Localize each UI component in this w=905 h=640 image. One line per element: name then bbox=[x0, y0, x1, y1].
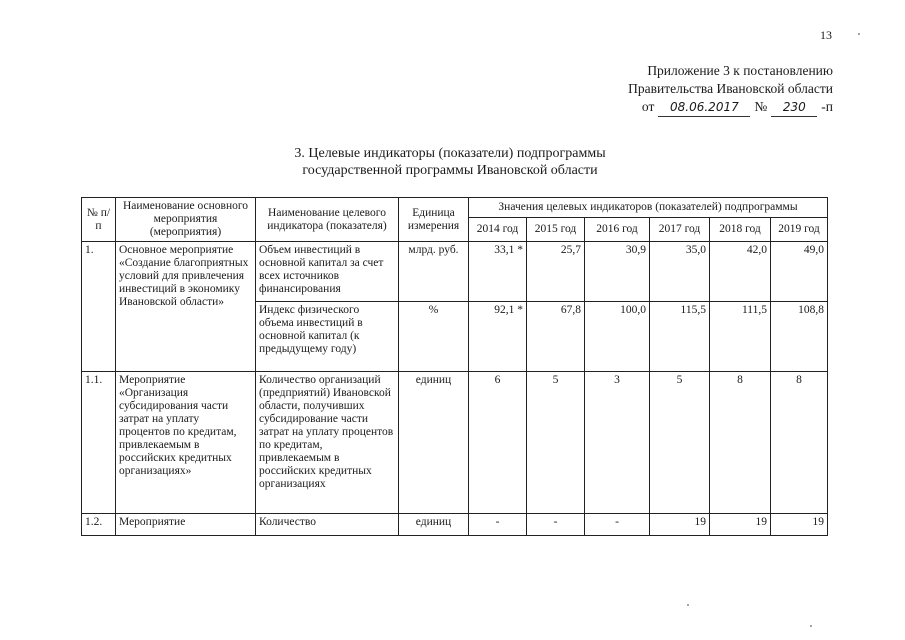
row-value: 115,5 bbox=[650, 302, 710, 372]
row-value: 19 bbox=[771, 514, 828, 536]
row-value: 19 bbox=[650, 514, 710, 536]
row-num: 1.1. bbox=[82, 372, 116, 514]
title-line-1: 3. Целевые индикаторы (показатели) подпрограммы bbox=[294, 146, 606, 161]
row-value: 42,0 bbox=[710, 242, 771, 302]
title-line-2: государственной программы Ивановской области bbox=[302, 163, 598, 178]
row-value: - bbox=[585, 514, 650, 536]
header-year: 2018 год bbox=[710, 218, 771, 242]
page-number: 13 bbox=[820, 28, 832, 42]
number-suffix: -п bbox=[821, 99, 833, 114]
row-value: 108,8 bbox=[771, 302, 828, 372]
row-value: 33,1 * bbox=[469, 242, 527, 302]
appendix-line-2: Правительства Ивановской области bbox=[628, 81, 833, 96]
appendix-line-1: Приложение 3 к постановлению bbox=[647, 63, 833, 78]
row-unit: % bbox=[399, 302, 469, 372]
row-value: 49,0 bbox=[771, 242, 828, 302]
row-num: 1. bbox=[82, 242, 116, 372]
row-indicator: Индекс физического объема инвестиций в основной капитал (к предыдущему году) bbox=[256, 302, 399, 372]
row-value: 92,1 * bbox=[469, 302, 527, 372]
row-value: 5 bbox=[527, 372, 585, 514]
row-value: 3 bbox=[585, 372, 650, 514]
row-indicator: Количество организаций (предприятий) Ивановской области, получивших субсидирование части затрат на уплату процентов по кредитам, привлекаемым в российских кредитных организациях bbox=[256, 372, 399, 514]
scan-speck bbox=[810, 625, 812, 627]
row-activity: Основное мероприятие «Создание благоприятных условий для привлечения инвестиций в экономику Ивановской области» bbox=[116, 242, 256, 372]
row-num: 1.2. bbox=[82, 514, 116, 536]
row-unit: единиц bbox=[399, 514, 469, 536]
row-unit: млрд. руб. bbox=[399, 242, 469, 302]
row-value: 25,7 bbox=[527, 242, 585, 302]
table-row bbox=[82, 372, 828, 514]
row-value: 35,0 bbox=[650, 242, 710, 302]
scan-speck bbox=[687, 604, 689, 606]
row-value: 30,9 bbox=[585, 242, 650, 302]
header-num: № п/п bbox=[82, 198, 116, 242]
indicators-table bbox=[81, 197, 828, 536]
header-year: 2017 год bbox=[650, 218, 710, 242]
row-value: - bbox=[527, 514, 585, 536]
header-year: 2015 год bbox=[527, 218, 585, 242]
header-row bbox=[82, 198, 828, 218]
row-indicator: Количество bbox=[256, 514, 399, 536]
row-value: 111,5 bbox=[710, 302, 771, 372]
appendix-block bbox=[628, 62, 833, 117]
handwritten-number: 230 bbox=[771, 98, 817, 117]
scan-speck bbox=[858, 33, 860, 35]
number-label: № bbox=[754, 99, 768, 114]
section-title bbox=[240, 145, 660, 179]
row-value: 100,0 bbox=[585, 302, 650, 372]
header-activity: Наименование основного мероприятия (мероприятия) bbox=[116, 198, 256, 242]
row-value: - bbox=[469, 514, 527, 536]
from-label: от bbox=[641, 99, 655, 114]
header-values-group: Значения целевых индикаторов (показателей) подпрограммы bbox=[469, 198, 828, 218]
row-indicator: Объем инвестиций в основной капитал за счет всех источников финансирования bbox=[256, 242, 399, 302]
table-row bbox=[82, 242, 828, 302]
table-row bbox=[82, 514, 828, 536]
order-line bbox=[642, 98, 833, 117]
row-unit: единиц bbox=[399, 372, 469, 514]
header-indicator: Наименование целевого индикатора (показателя) bbox=[256, 198, 399, 242]
header-year: 2014 год bbox=[469, 218, 527, 242]
row-value: 19 bbox=[710, 514, 771, 536]
row-value: 5 bbox=[650, 372, 710, 514]
row-activity: Мероприятие «Организация субсидирования части затрат на уплату процентов по кредитам, привлекаемым в российских кредитных организациях» bbox=[116, 372, 256, 514]
row-value: 8 bbox=[771, 372, 828, 514]
header-year: 2016 год bbox=[585, 218, 650, 242]
row-activity: Мероприятие bbox=[116, 514, 256, 536]
handwritten-date: 08.06.2017 bbox=[658, 98, 750, 117]
header-unit: Единица измерения bbox=[399, 198, 469, 242]
header-year: 2019 год bbox=[771, 218, 828, 242]
row-value: 6 bbox=[469, 372, 527, 514]
row-value: 67,8 bbox=[527, 302, 585, 372]
row-value: 8 bbox=[710, 372, 771, 514]
